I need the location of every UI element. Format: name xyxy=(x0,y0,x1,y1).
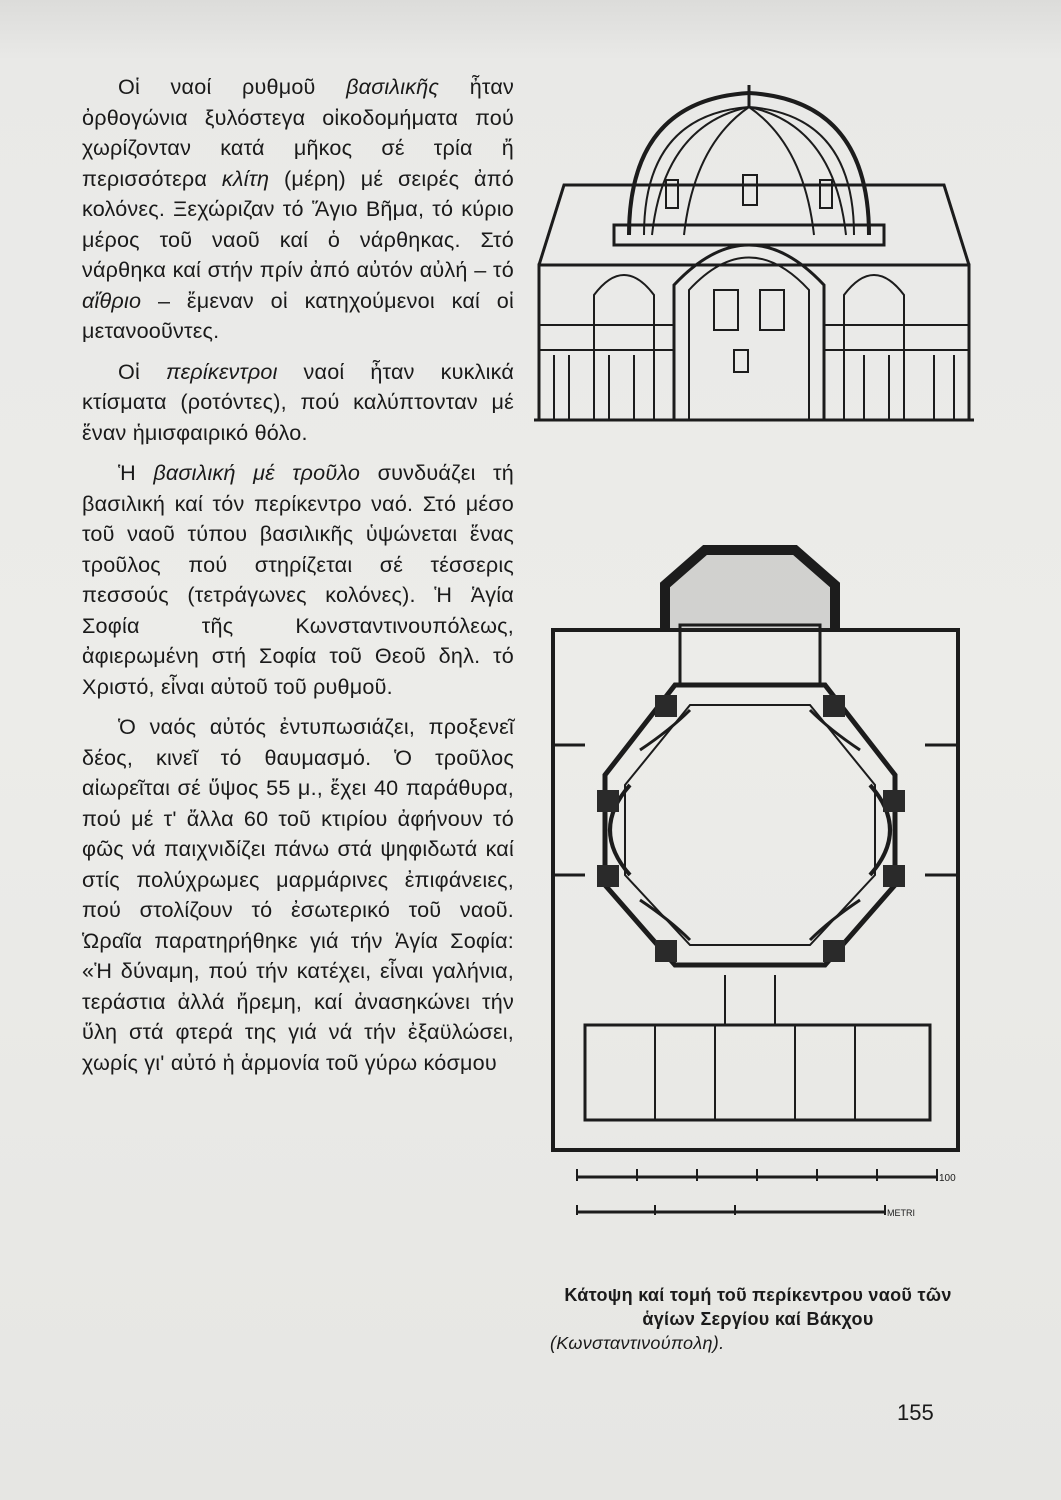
church-section-drawing xyxy=(534,85,974,465)
church-floor-plan xyxy=(545,545,965,1165)
caption-location: (Κωνσταντινούπολη). xyxy=(550,1333,725,1353)
figure-caption xyxy=(548,1283,968,1355)
caption-title: Κάτοψη καί τομή τοῦ περίκεντρου ναοῦ τῶν ἁγίων Σεργίου καί Βάκχου xyxy=(564,1285,952,1329)
paragraph-centralized: Οἱ περίκεντροι ναοί ἦταν κυκλικά κτίσματα (ροτόντες), πού καλύπτονταν μέ ἕναν ἡμισφαιρικό θόλο. xyxy=(82,358,514,445)
paragraph-basilica: Οἱ ναοί ρυθμοῦ βασιλικῆς ἦταν ὀρθογώνια ξυλόστεγα οἰκοδομήματα πού χωρίζονταν κατά μῆκος σέ τρία ἤ περισσότερα κλίτη (μέρη) μέ σειρές ἀπό κολόνες. Ξεχώριζαν τό Ἅγιο Βῆμα, τό κύριο μέρος τοῦ ναοῦ καί ὁ νάρθηκας. Στό νάρθηκα καί στήν πρίν ἀπό αὐτόν αὐλή – τό αἴθριο – ἔμεναν οἱ κατηχούμενοι καί οἱ μετανοοῦντες. xyxy=(82,74,515,343)
scale-label-bottom: METRI xyxy=(887,1208,915,1218)
scale-label-top: 100 xyxy=(939,1173,956,1184)
paragraph-hagia-sophia: Ὁ ναός αὐτός ἐντυπωσιάζει, προξενεῖ δέος, κινεῖ τό θαυμασμό. Ὁ τροῦλος αἰωρεῖται σέ ὕψος 55 μ., ἔχει 40 παράθυρα, πού μέ τ' ἄλλα 60 τοῦ κτιρίου ἀφήνουν τό φῶς νά παιχνιδίζει πάνω στά ψηφιδωτά καί στίς πολύχρωμες μαρμάρινες ἐπιφάνειες, πού στολίζουν τό ἐσωτερικό τοῦ ναοῦ. Ὡραῖα παρατηρήθηκε γιά τήν Ἁγία Σοφία: «Ἡ δύναμη, πού τήν κατέχει, εἶναι γαλήνια, τεράστια ἀλλά ἤρεμη, καί ἀνασηκώνει τήν ὕλη στά φτερά της γιά νά τήν ἐξαϋλώσει, χωρίς γι' αὐτό ἡ ἁρμονία τοῦ γύρω κόσμου xyxy=(82,714,514,1075)
scale-bar xyxy=(575,1165,965,1225)
page-number: 155 xyxy=(897,1400,934,1425)
body-text-column xyxy=(82,72,514,1078)
paragraph-domed-basilica: Ἡ βασιλική μέ τροῦλο συνδυάζει τή βασιλική καί τόν περίκεντρο ναό. Στό μέσο τοῦ ναοῦ τύπου βασιλικῆς ὑψώνεται ἕνας τροῦλος πού στηρίζεται σέ τέσσερις πεσσούς (τετράγωνες κολόνες). Ἡ Ἁγία Σοφία τῆς Κωνσταντινουπόλεως, ἀφιερωμένη στή Σοφία τοῦ Θεοῦ δηλ. τό Χριστό, εἶναι αὐτοῦ τοῦ ρυθμοῦ. xyxy=(82,460,514,699)
